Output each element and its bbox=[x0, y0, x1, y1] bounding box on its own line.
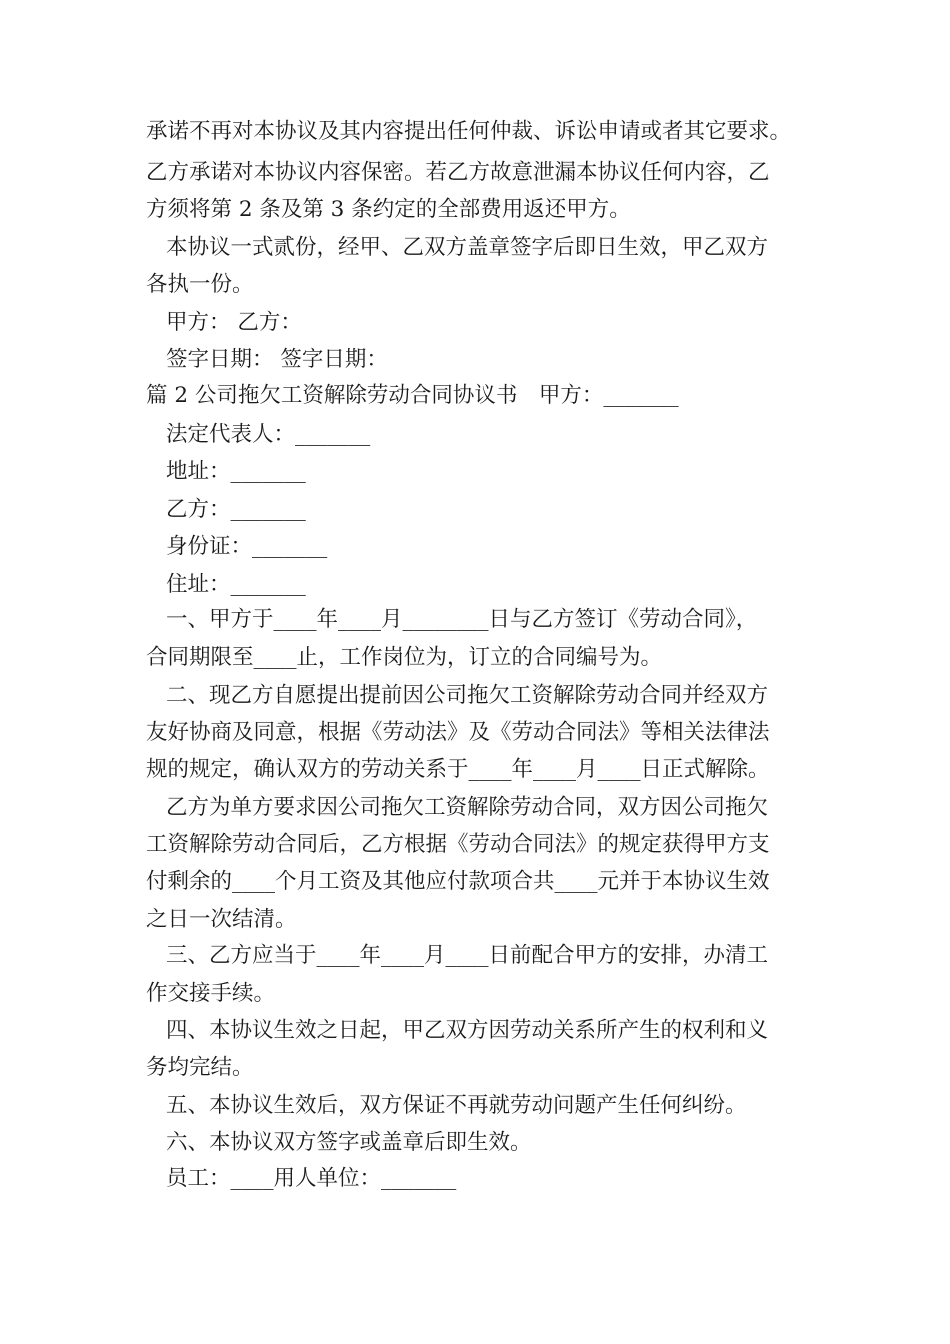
clause-line: 务均完结。 bbox=[146, 1055, 254, 1080]
paragraph-line: 各执一份。 bbox=[146, 272, 254, 297]
signature-date-line: 签字日期： 签字日期： bbox=[166, 347, 388, 372]
clause-line: 合同期限至____止，工作岗位为，订立的合同编号为。 bbox=[146, 645, 663, 670]
clause-line: 工资解除劳动合同后，乙方根据《劳动合同法》的规定获得甲方支 bbox=[146, 832, 770, 857]
clause-line: 五、本协议生效后，双方保证不再就劳动问题产生任何纠纷。 bbox=[166, 1093, 747, 1118]
paragraph-line: 承诺不再对本协议及其内容提出任何仲裁、诉讼申请或者其它要求。 bbox=[146, 119, 792, 144]
clause-line: 一、甲方于____年____月________日与乙方签订《劳动合同》， bbox=[166, 607, 758, 632]
section-title: 篇 2 公司拖欠工资解除劳动合同协议书 甲方：_______ bbox=[146, 383, 679, 408]
clause-line: 三、乙方应当于____年____月____日前配合甲方的安排，办清工 bbox=[166, 943, 769, 968]
field-line: 住址：_______ bbox=[166, 572, 306, 597]
clause-line: 作交接手续。 bbox=[146, 981, 276, 1006]
paragraph-line: 本协议一式贰份，经甲、乙双方盖章签字后即日生效，甲乙双方 bbox=[166, 235, 769, 260]
signature-line: 员工：____用人单位：_______ bbox=[166, 1166, 457, 1191]
clause-line: 友好协商及同意，根据《劳动法》及《劳动合同法》等相关法律法 bbox=[146, 720, 770, 745]
signature-line: 甲方： 乙方： bbox=[166, 310, 302, 335]
clause-line: 四、本协议生效之日起，甲乙双方因劳动关系所产生的权利和义 bbox=[166, 1018, 769, 1043]
clause-line: 之日一次结清。 bbox=[146, 907, 297, 932]
paragraph-line: 方须将第 2 条及第 3 条约定的全部费用返还甲方。 bbox=[146, 197, 631, 222]
paragraph-line: 乙方承诺对本协议内容保密。若乙方故意泄漏本协议任何内容，乙 bbox=[146, 160, 770, 185]
clause-line: 乙方为单方要求因公司拖欠工资解除劳动合同，双方因公司拖欠 bbox=[166, 795, 769, 820]
field-line: 地址：_______ bbox=[166, 459, 306, 484]
field-line: 身份证：_______ bbox=[166, 534, 328, 559]
clause-line: 付剩余的____个月工资及其他应付款项合共____元并于本协议生效 bbox=[146, 869, 770, 894]
clause-line: 规的规定，确认双方的劳动关系于____年____月____日正式解除。 bbox=[146, 757, 770, 782]
clause-line: 二、现乙方自愿提出提前因公司拖欠工资解除劳动合同并经双方 bbox=[166, 683, 769, 708]
field-line: 法定代表人：_______ bbox=[166, 422, 371, 447]
clause-line: 六、本协议双方签字或盖章后即生效。 bbox=[166, 1130, 532, 1155]
field-line: 乙方：_______ bbox=[166, 497, 306, 522]
